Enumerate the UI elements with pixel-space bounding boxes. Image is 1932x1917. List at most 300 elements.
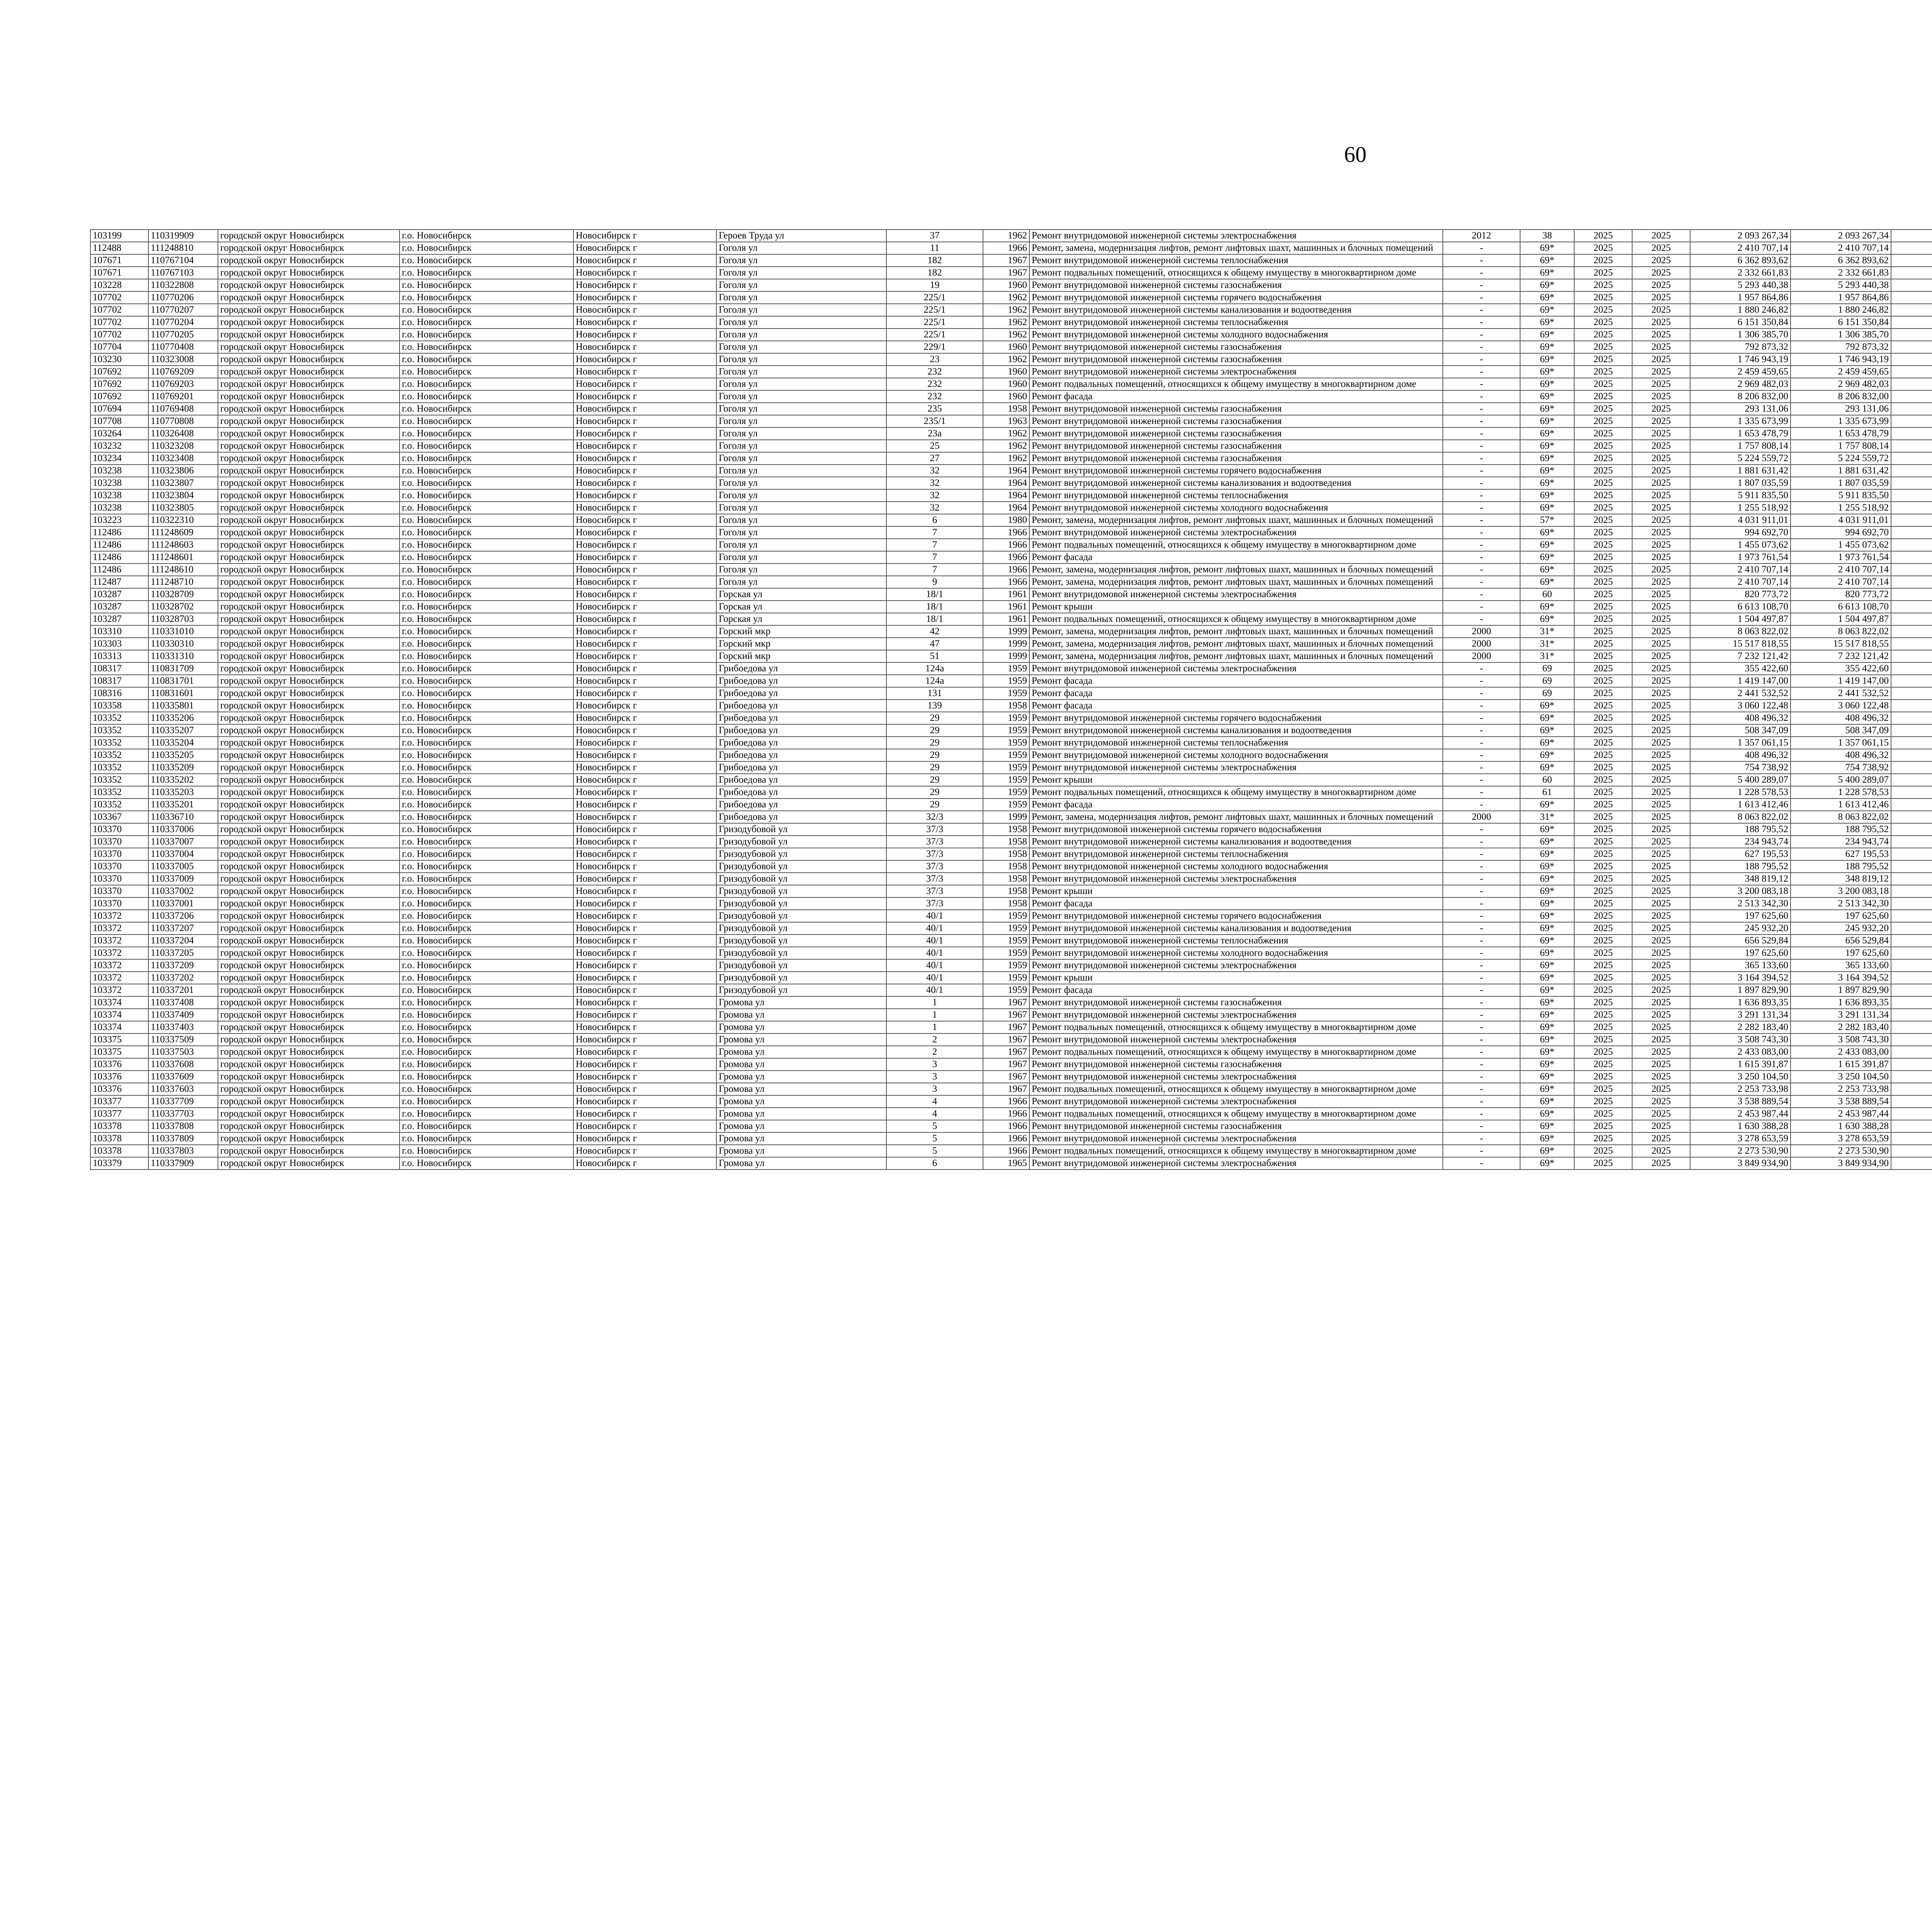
total-cost-cell: 2 332 661,83: [1690, 267, 1791, 279]
plan-end-cell: 2025: [1632, 1021, 1690, 1033]
total-cost-cell: 1 357 061,15: [1690, 737, 1791, 749]
last-repair-year-cell: -: [1443, 440, 1520, 452]
house-number-cell: 19: [886, 279, 983, 291]
table-row: [90, 972, 1932, 984]
wear-cell: 69*: [1520, 254, 1574, 267]
street-cell: Гоголя ул: [716, 316, 886, 329]
last-repair-year-cell: -: [1443, 786, 1520, 798]
wear-cell: 69*: [1520, 860, 1574, 873]
last-repair-year-cell: -: [1443, 514, 1520, 526]
fund-cost-cell: 1 504 497,87: [1791, 613, 1891, 625]
work-type-cell: Ремонт внутридомовой инженерной системы газоснабжения: [1029, 1058, 1443, 1071]
locality-cell: Новосибирск г: [573, 378, 716, 390]
last-repair-year-cell: -: [1443, 662, 1520, 675]
wear-cell: 69*: [1520, 873, 1574, 885]
plan-end-cell: 2025: [1632, 836, 1690, 848]
budget-cell-1: [1891, 378, 1932, 390]
build-year-cell: 1962: [983, 353, 1029, 366]
fund-cost-cell: 754 738,92: [1791, 761, 1891, 774]
plan-start-cell: 2025: [1574, 1145, 1632, 1157]
house-number-cell: 182: [886, 267, 983, 279]
settlement-cell: г.о. Новосибирск: [400, 1145, 573, 1157]
street-cell: Громова ул: [716, 1120, 886, 1132]
settlement-cell: г.о. Новосибирск: [400, 687, 573, 700]
last-repair-year-cell: 2000: [1443, 650, 1520, 662]
locality-cell: Новосибирск г: [573, 1120, 716, 1132]
build-year-cell: 1960: [983, 279, 1029, 291]
work-type-cell: Ремонт внутридомовой инженерной системы газоснабжения: [1029, 415, 1443, 427]
table-row: [90, 291, 1932, 304]
last-repair-year-cell: -: [1443, 996, 1520, 1009]
wear-cell: 69*: [1520, 329, 1574, 341]
plan-start-cell: 2025: [1574, 823, 1632, 836]
plan-start-cell: 2025: [1574, 1157, 1632, 1170]
house-id-cell: 103370: [90, 885, 148, 897]
total-cost-cell: 508 347,09: [1690, 724, 1791, 737]
work-id-cell: 110328702: [148, 601, 218, 613]
house-number-cell: 2: [886, 1033, 983, 1046]
work-id-cell: 110337808: [148, 1120, 218, 1132]
fund-cost-cell: 5 224 559,72: [1791, 452, 1891, 465]
house-number-cell: 47: [886, 638, 983, 650]
house-number-cell: 29: [886, 712, 983, 724]
fund-cost-cell: 3 538 889,54: [1791, 1095, 1891, 1108]
plan-end-cell: 2025: [1632, 576, 1690, 588]
work-type-cell: Ремонт внутридомовой инженерной системы канализования и водоотведения: [1029, 304, 1443, 316]
work-type-cell: Ремонт внутридомовой инженерной системы холодного водоснабжения: [1029, 947, 1443, 959]
settlement-cell: г.о. Новосибирск: [400, 1021, 573, 1033]
street-cell: Громова ул: [716, 1058, 886, 1071]
build-year-cell: 1967: [983, 1021, 1029, 1033]
house-id-cell: 103238: [90, 489, 148, 502]
work-id-cell: 110328703: [148, 613, 218, 625]
plan-end-cell: 2025: [1632, 564, 1690, 576]
work-id-cell: 110769209: [148, 366, 218, 378]
plan-end-cell: 2025: [1632, 613, 1690, 625]
fund-cost-cell: 355 422,60: [1791, 662, 1891, 675]
house-number-cell: 32: [886, 465, 983, 477]
last-repair-year-cell: -: [1443, 551, 1520, 564]
street-cell: Грибоедова ул: [716, 811, 886, 823]
work-type-cell: Ремонт внутридомовой инженерной системы горячего водоснабжения: [1029, 291, 1443, 304]
fund-cost-cell: 408 496,32: [1791, 712, 1891, 724]
plan-end-cell: 2025: [1632, 749, 1690, 761]
plan-start-cell: 2025: [1574, 1108, 1632, 1120]
total-cost-cell: 1 757 808,14: [1690, 440, 1791, 452]
work-id-cell: 110335207: [148, 724, 218, 737]
house-id-cell: 112486: [90, 564, 148, 576]
last-repair-year-cell: -: [1443, 873, 1520, 885]
work-type-cell: Ремонт, замена, модернизация лифтов, ремонт лифтовых шахт, машинных и блочных помещений: [1029, 811, 1443, 823]
work-type-cell: Ремонт внутридомовой инженерной системы газоснабжения: [1029, 427, 1443, 440]
last-repair-year-cell: -: [1443, 798, 1520, 811]
street-cell: Грибоедова ул: [716, 712, 886, 724]
street-cell: Гризодубовой ул: [716, 984, 886, 996]
wear-cell: 69*: [1520, 551, 1574, 564]
fund-cost-cell: 8 063 822,02: [1791, 811, 1891, 823]
municipality-cell: городской округ Новосибирск: [218, 477, 400, 489]
build-year-cell: 1959: [983, 675, 1029, 687]
work-id-cell: 110770205: [148, 329, 218, 341]
street-cell: Гоголя ул: [716, 477, 886, 489]
build-year-cell: 1966: [983, 576, 1029, 588]
house-number-cell: 225/1: [886, 291, 983, 304]
page-number: 60: [1344, 142, 1367, 167]
house-id-cell: 107671: [90, 254, 148, 267]
fund-cost-cell: 1 228 578,53: [1791, 786, 1891, 798]
build-year-cell: 1959: [983, 774, 1029, 786]
plan-start-cell: 2025: [1574, 959, 1632, 972]
house-id-cell: 103352: [90, 724, 148, 737]
table-row: [90, 378, 1932, 390]
house-number-cell: 3: [886, 1058, 983, 1071]
plan-end-cell: 2025: [1632, 341, 1690, 353]
locality-cell: Новосибирск г: [573, 489, 716, 502]
total-cost-cell: 408 496,32: [1690, 749, 1791, 761]
street-cell: Грибоедова ул: [716, 749, 886, 761]
plan-start-cell: 2025: [1574, 935, 1632, 947]
plan-end-cell: 2025: [1632, 254, 1690, 267]
budget-cell-1: [1891, 551, 1932, 564]
fund-cost-cell: 6 613 108,70: [1791, 601, 1891, 613]
plan-start-cell: 2025: [1574, 341, 1632, 353]
budget-cell-1: [1891, 316, 1932, 329]
settlement-cell: г.о. Новосибирск: [400, 279, 573, 291]
total-cost-cell: 2 459 459,65: [1690, 366, 1791, 378]
locality-cell: Новосибирск г: [573, 514, 716, 526]
plan-start-cell: 2025: [1574, 1083, 1632, 1095]
fund-cost-cell: 5 400 289,07: [1791, 774, 1891, 786]
fund-cost-cell: 293 131,06: [1791, 403, 1891, 415]
locality-cell: Новосибирск г: [573, 836, 716, 848]
plan-start-cell: 2025: [1574, 564, 1632, 576]
build-year-cell: 1962: [983, 304, 1029, 316]
wear-cell: 69*: [1520, 761, 1574, 774]
plan-start-cell: 2025: [1574, 848, 1632, 860]
table-row: [90, 761, 1932, 774]
locality-cell: Новосибирск г: [573, 873, 716, 885]
municipality-cell: городской округ Новосибирск: [218, 836, 400, 848]
plan-end-cell: 2025: [1632, 1095, 1690, 1108]
work-id-cell: 110337209: [148, 959, 218, 972]
build-year-cell: 1959: [983, 798, 1029, 811]
plan-start-cell: 2025: [1574, 390, 1632, 403]
house-id-cell: 103374: [90, 1009, 148, 1021]
build-year-cell: 1967: [983, 1009, 1029, 1021]
plan-start-cell: 2025: [1574, 539, 1632, 551]
settlement-cell: г.о. Новосибирск: [400, 1033, 573, 1046]
table-row: [90, 774, 1932, 786]
build-year-cell: 1959: [983, 786, 1029, 798]
fund-cost-cell: 2 513 342,30: [1791, 897, 1891, 910]
plan-start-cell: 2025: [1574, 996, 1632, 1009]
plan-end-cell: 2025: [1632, 885, 1690, 897]
budget-cell-1: [1891, 353, 1932, 366]
wear-cell: 69*: [1520, 316, 1574, 329]
last-repair-year-cell: -: [1443, 526, 1520, 539]
last-repair-year-cell: -: [1443, 1108, 1520, 1120]
settlement-cell: г.о. Новосибирск: [400, 353, 573, 366]
budget-cell-1: [1891, 712, 1932, 724]
table-row: [90, 860, 1932, 873]
municipality-cell: городской округ Новосибирск: [218, 885, 400, 897]
locality-cell: Новосибирск г: [573, 291, 716, 304]
house-number-cell: 25: [886, 440, 983, 452]
wear-cell: 69*: [1520, 427, 1574, 440]
total-cost-cell: 197 625,60: [1690, 910, 1791, 922]
budget-cell-1: [1891, 823, 1932, 836]
build-year-cell: 1964: [983, 502, 1029, 514]
work-id-cell: 110337603: [148, 1083, 218, 1095]
settlement-cell: г.о. Новосибирск: [400, 291, 573, 304]
work-id-cell: 110769201: [148, 390, 218, 403]
fund-cost-cell: 4 031 911,01: [1791, 514, 1891, 526]
table-row: [90, 564, 1932, 576]
street-cell: Гоголя ул: [716, 526, 886, 539]
work-id-cell: 110337202: [148, 972, 218, 984]
street-cell: Горская ул: [716, 601, 886, 613]
work-id-cell: 110337204: [148, 935, 218, 947]
budget-cell-1: [1891, 922, 1932, 935]
house-number-cell: 40/1: [886, 910, 983, 922]
municipality-cell: городской округ Новосибирск: [218, 378, 400, 390]
settlement-cell: г.о. Новосибирск: [400, 972, 573, 984]
plan-start-cell: 2025: [1574, 230, 1632, 242]
fund-cost-cell: 1 455 073,62: [1791, 539, 1891, 551]
total-cost-cell: 1 973 761,54: [1690, 551, 1791, 564]
street-cell: Громова ул: [716, 1132, 886, 1145]
house-number-cell: 139: [886, 700, 983, 712]
settlement-cell: г.о. Новосибирск: [400, 798, 573, 811]
municipality-cell: городской округ Новосибирск: [218, 910, 400, 922]
plan-start-cell: 2025: [1574, 1058, 1632, 1071]
house-id-cell: 108317: [90, 675, 148, 687]
table-row: [90, 638, 1932, 650]
work-type-cell: Ремонт внутридомовой инженерной системы газоснабжения: [1029, 452, 1443, 465]
work-id-cell: 110322310: [148, 514, 218, 526]
table-row: [90, 873, 1932, 885]
table-row: [90, 712, 1932, 724]
build-year-cell: 1959: [983, 935, 1029, 947]
total-cost-cell: 1 306 385,70: [1690, 329, 1791, 341]
table-row: [90, 514, 1932, 526]
last-repair-year-cell: 2000: [1443, 625, 1520, 638]
plan-end-cell: 2025: [1632, 798, 1690, 811]
last-repair-year-cell: -: [1443, 316, 1520, 329]
street-cell: Гоголя ул: [716, 502, 886, 514]
house-id-cell: 107702: [90, 329, 148, 341]
table-row: [90, 1021, 1932, 1033]
work-id-cell: 110323008: [148, 353, 218, 366]
fund-cost-cell: 508 347,09: [1791, 724, 1891, 737]
house-id-cell: 103264: [90, 427, 148, 440]
fund-cost-cell: 1 807 035,59: [1791, 477, 1891, 489]
total-cost-cell: 234 943,74: [1690, 836, 1791, 848]
house-number-cell: 27: [886, 452, 983, 465]
table-row: [90, 477, 1932, 489]
house-id-cell: 103378: [90, 1132, 148, 1145]
last-repair-year-cell: -: [1443, 366, 1520, 378]
total-cost-cell: 754 738,92: [1690, 761, 1791, 774]
municipality-cell: городской округ Новосибирск: [218, 848, 400, 860]
last-repair-year-cell: -: [1443, 1021, 1520, 1033]
locality-cell: Новосибирск г: [573, 1108, 716, 1120]
settlement-cell: г.о. Новосибирск: [400, 625, 573, 638]
municipality-cell: городской округ Новосибирск: [218, 662, 400, 675]
last-repair-year-cell: -: [1443, 1009, 1520, 1021]
plan-end-cell: 2025: [1632, 848, 1690, 860]
wear-cell: 69: [1520, 687, 1574, 700]
house-id-cell: 103313: [90, 650, 148, 662]
plan-end-cell: 2025: [1632, 378, 1690, 390]
wear-cell: 69*: [1520, 823, 1574, 836]
plan-end-cell: 2025: [1632, 984, 1690, 996]
total-cost-cell: 1 228 578,53: [1690, 786, 1791, 798]
locality-cell: Новосибирск г: [573, 1157, 716, 1170]
work-type-cell: Ремонт, замена, модернизация лифтов, ремонт лифтовых шахт, машинных и блочных помещений: [1029, 564, 1443, 576]
budget-cell-1: [1891, 1083, 1932, 1095]
budget-cell-1: [1891, 774, 1932, 786]
budget-cell-1: [1891, 811, 1932, 823]
total-cost-cell: 1 653 478,79: [1690, 427, 1791, 440]
fund-cost-cell: 820 773,72: [1791, 588, 1891, 601]
last-repair-year-cell: -: [1443, 341, 1520, 353]
build-year-cell: 1961: [983, 588, 1029, 601]
house-number-cell: 131: [886, 687, 983, 700]
house-number-cell: 7: [886, 539, 983, 551]
locality-cell: Новосибирск г: [573, 440, 716, 452]
table-row: [90, 353, 1932, 366]
house-number-cell: 37: [886, 230, 983, 242]
table-row: [90, 1120, 1932, 1132]
fund-cost-cell: 3 250 104,50: [1791, 1071, 1891, 1083]
fund-cost-cell: 1 973 761,54: [1791, 551, 1891, 564]
work-id-cell: 110337408: [148, 996, 218, 1009]
work-id-cell: 110337002: [148, 885, 218, 897]
municipality-cell: городской округ Новосибирск: [218, 1046, 400, 1058]
table-body: [90, 230, 1932, 1170]
wear-cell: 69*: [1520, 440, 1574, 452]
last-repair-year-cell: -: [1443, 477, 1520, 489]
street-cell: Горский мкр: [716, 638, 886, 650]
work-id-cell: 110335209: [148, 761, 218, 774]
table-row: [90, 687, 1932, 700]
last-repair-year-cell: -: [1443, 588, 1520, 601]
street-cell: Громова ул: [716, 1157, 886, 1170]
plan-start-cell: 2025: [1574, 489, 1632, 502]
plan-end-cell: 2025: [1632, 737, 1690, 749]
table-row: [90, 366, 1932, 378]
wear-cell: 31*: [1520, 650, 1574, 662]
build-year-cell: 1958: [983, 885, 1029, 897]
table-row: [90, 823, 1932, 836]
municipality-cell: городской округ Новосибирск: [218, 539, 400, 551]
municipality-cell: городской округ Новосибирск: [218, 774, 400, 786]
table-row: [90, 415, 1932, 427]
budget-cell-1: [1891, 576, 1932, 588]
total-cost-cell: 5 400 289,07: [1690, 774, 1791, 786]
build-year-cell: 1959: [983, 959, 1029, 972]
plan-start-cell: 2025: [1574, 662, 1632, 675]
plan-end-cell: 2025: [1632, 526, 1690, 539]
plan-end-cell: 2025: [1632, 452, 1690, 465]
table-row: [90, 316, 1932, 329]
locality-cell: Новосибирск г: [573, 415, 716, 427]
settlement-cell: г.о. Новосибирск: [400, 959, 573, 972]
plan-end-cell: 2025: [1632, 267, 1690, 279]
municipality-cell: городской округ Новосибирск: [218, 551, 400, 564]
house-id-cell: 107692: [90, 378, 148, 390]
house-id-cell: 107702: [90, 291, 148, 304]
work-type-cell: Ремонт внутридомовой инженерной системы теплоснабжения: [1029, 489, 1443, 502]
table-row: [90, 539, 1932, 551]
table-row: [90, 304, 1932, 316]
build-year-cell: 1966: [983, 1132, 1029, 1145]
total-cost-cell: 5 293 440,38: [1690, 279, 1791, 291]
table-row: [90, 1033, 1932, 1046]
fund-cost-cell: 1 636 893,35: [1791, 996, 1891, 1009]
work-id-cell: 110331010: [148, 625, 218, 638]
budget-cell-1: [1891, 564, 1932, 576]
build-year-cell: 1959: [983, 749, 1029, 761]
repair-schedule-table: [90, 229, 1932, 1170]
house-id-cell: 103234: [90, 452, 148, 465]
build-year-cell: 1966: [983, 526, 1029, 539]
table-row: [90, 465, 1932, 477]
wear-cell: 69*: [1520, 242, 1574, 254]
last-repair-year-cell: -: [1443, 922, 1520, 935]
municipality-cell: городской округ Новосибирск: [218, 1095, 400, 1108]
house-id-cell: 103199: [90, 230, 148, 242]
total-cost-cell: 1 455 073,62: [1690, 539, 1791, 551]
street-cell: Гоголя ул: [716, 539, 886, 551]
plan-start-cell: 2025: [1574, 452, 1632, 465]
total-cost-cell: 245 932,20: [1690, 922, 1791, 935]
table-row: [90, 613, 1932, 625]
municipality-cell: городской округ Новосибирск: [218, 242, 400, 254]
house-number-cell: 23а: [886, 427, 983, 440]
house-number-cell: 5: [886, 1120, 983, 1132]
locality-cell: Новосибирск г: [573, 613, 716, 625]
municipality-cell: городской округ Новосибирск: [218, 1120, 400, 1132]
total-cost-cell: 820 773,72: [1690, 588, 1791, 601]
budget-cell-1: [1891, 860, 1932, 873]
total-cost-cell: 1 807 035,59: [1690, 477, 1791, 489]
plan-end-cell: 2025: [1632, 291, 1690, 304]
work-id-cell: 111248609: [148, 526, 218, 539]
build-year-cell: 1959: [983, 712, 1029, 724]
house-id-cell: 103352: [90, 798, 148, 811]
street-cell: Громова ул: [716, 1009, 886, 1021]
plan-start-cell: 2025: [1574, 885, 1632, 897]
house-number-cell: 124а: [886, 662, 983, 675]
last-repair-year-cell: -: [1443, 452, 1520, 465]
municipality-cell: городской округ Новосибирск: [218, 1145, 400, 1157]
plan-end-cell: 2025: [1632, 403, 1690, 415]
settlement-cell: г.о. Новосибирск: [400, 601, 573, 613]
build-year-cell: 1959: [983, 724, 1029, 737]
municipality-cell: городской округ Новосибирск: [218, 390, 400, 403]
work-type-cell: Ремонт внутридомовой инженерной системы электроснабжения: [1029, 526, 1443, 539]
locality-cell: Новосибирск г: [573, 316, 716, 329]
house-id-cell: 108317: [90, 662, 148, 675]
settlement-cell: г.о. Новосибирск: [400, 390, 573, 403]
fund-cost-cell: 656 529,84: [1791, 935, 1891, 947]
last-repair-year-cell: -: [1443, 403, 1520, 415]
street-cell: Гризодубовой ул: [716, 860, 886, 873]
house-number-cell: 235/1: [886, 415, 983, 427]
locality-cell: Новосибирск г: [573, 761, 716, 774]
